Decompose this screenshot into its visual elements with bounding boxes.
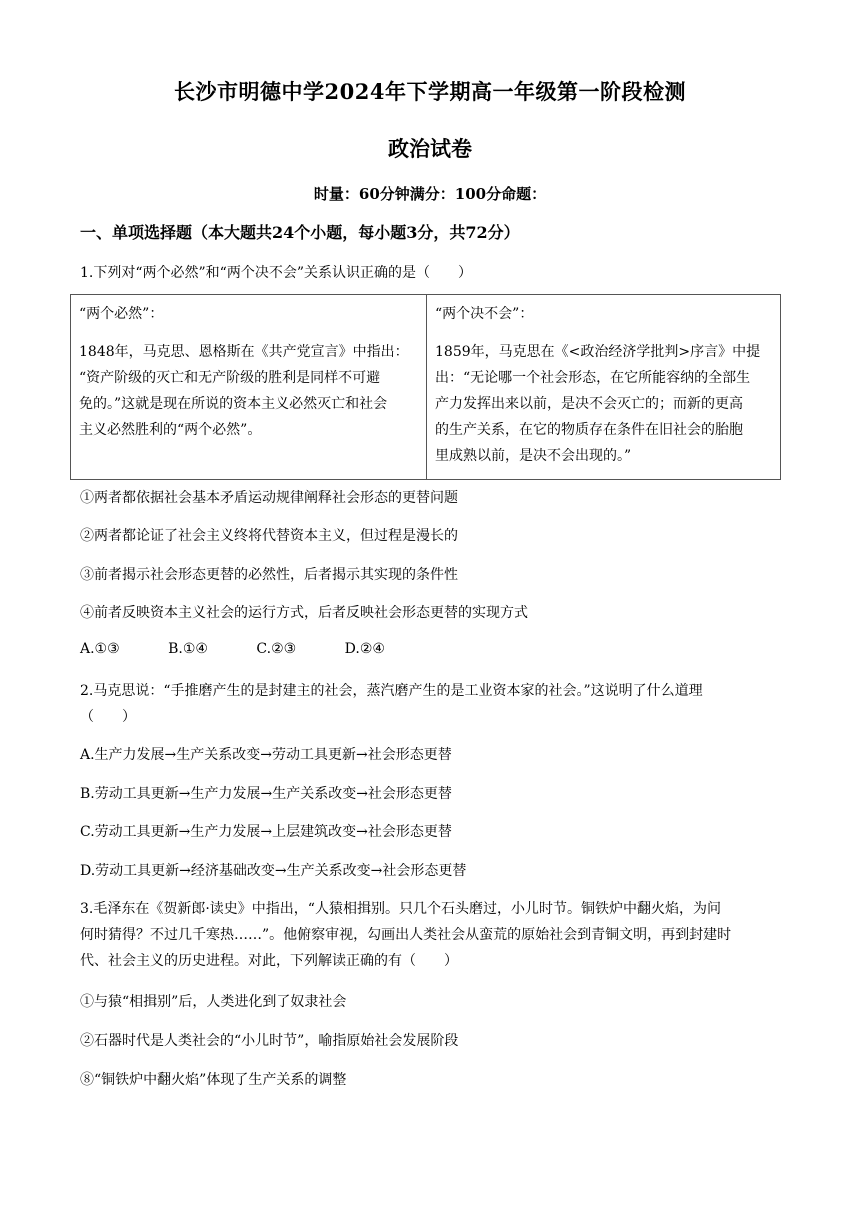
q1-right-line: 产力发挥出来以前，是决不会灭亡的；而新的更高 — [435, 396, 743, 412]
q1-left-cell — [71, 295, 427, 480]
q1-statement: ①两者都依据社会基本矛盾运动规律阐释社会形态的更替问题 — [80, 490, 458, 506]
section-title: 一、单项选择题（本大题共24个小题，每小题3分，共72分） — [80, 223, 520, 242]
q1-left-line: 主义必然胜利的“两个必然”。 — [79, 422, 262, 438]
q1-option-c[interactable]: C.②③ — [256, 641, 297, 657]
q1-left-line: “资产阶级的灭亡和无产阶级的胜利是同样不可避 — [79, 370, 381, 386]
q1-right-line: 的生产关系，在它的物质存在条件在旧社会的胎胞 — [435, 422, 743, 438]
q1-right-cell — [427, 295, 781, 480]
exam-subject: 政治试卷 — [388, 136, 472, 161]
q1-left-head: “两个必然”： — [79, 306, 164, 322]
exam-meta: 时量：60分钟满分：100分命题： — [313, 185, 547, 203]
q1-left-line: 免的。”这就是现在所说的资本主义必然灭亡和社会 — [79, 396, 388, 412]
exam-title: 长沙市明德中学2024年下学期高一年级第一阶段检测 — [174, 79, 686, 104]
q1-options — [80, 641, 429, 657]
q1-statement: ④前者反映资本主义社会的运行方式，后者反映社会形态更替的实现方式 — [80, 605, 528, 621]
q2-option-b[interactable]: B.劳动工具更新→生产力发展→生产关系改变→社会形态更替 — [80, 786, 452, 802]
q1-right-line: 出：“无论哪一个社会形态，在它所能容纳的全部生 — [435, 370, 751, 386]
q1-option-a[interactable]: A.①③ — [80, 641, 120, 657]
q1-quote-table — [70, 294, 781, 480]
q3-statement: ⑧“铜铁炉中翻火焰”体现了生产关系的调整 — [80, 1072, 347, 1088]
q2-option-a[interactable]: A.生产力发展→生产关系改变→劳动工具更新→社会形态更替 — [80, 747, 452, 763]
q2-stem: 2.马克思说：“手推磨产生的是封建主的社会，蒸汽磨产生的是工业资本家的社会。”这说明了什么道理 — [80, 683, 703, 699]
q1-statement: ②两者都论证了社会主义终将代替资本主义，但过程是漫长的 — [80, 528, 458, 544]
q2-option-d[interactable]: D.劳动工具更新→经济基础改变→生产关系改变→社会形态更替 — [80, 863, 467, 879]
q3-statement: ②石器时代是人类社会的“小儿时节”，喻指原始社会发展阶段 — [80, 1033, 459, 1049]
q1-right-line: 1859年，马克思在《<政治经济学批判>序言》中提 — [435, 344, 761, 360]
q3-stem: 何时猜得？不过几千寒热……”。他俯察审视，勾画出人类社会从蛮荒的原始社会到青铜文明，再到封建时 — [80, 927, 732, 943]
q1-left-line: 1848年，马克思、恩格斯在《共产党宣言》中指出： — [79, 344, 409, 360]
q3-stem: 3.毛泽东在《贺新郎·读史》中指出，“人猿相揖别。只几个石头磨过，小儿时节。铜铁炉中翻火焰，为问 — [80, 901, 721, 917]
q1-statement: ③前者揭示社会形态更替的必然性，后者揭示其实现的条件性 — [80, 567, 458, 583]
q1-right-line: 里成熟以前，是决不会出现的。” — [435, 448, 632, 464]
q3-stem: 代、社会主义的历史进程。对此，下列解读正确的有（ ） — [80, 953, 458, 969]
q1-right-head: “两个决不会”： — [435, 306, 534, 322]
q1-option-b[interactable]: B.①④ — [168, 641, 208, 657]
q2-stem-blank: （ ） — [80, 709, 136, 725]
q2-option-c[interactable]: C.劳动工具更新→生产力发展→上层建筑改变→社会形态更替 — [80, 824, 452, 840]
q1-option-d[interactable]: D.②④ — [344, 641, 385, 657]
q3-statement: ①与猿“相揖别”后，人类进化到了奴隶社会 — [80, 994, 347, 1010]
q1-stem: 1.下列对“两个必然”和“两个决不会”关系认识正确的是（ ） — [80, 265, 472, 281]
